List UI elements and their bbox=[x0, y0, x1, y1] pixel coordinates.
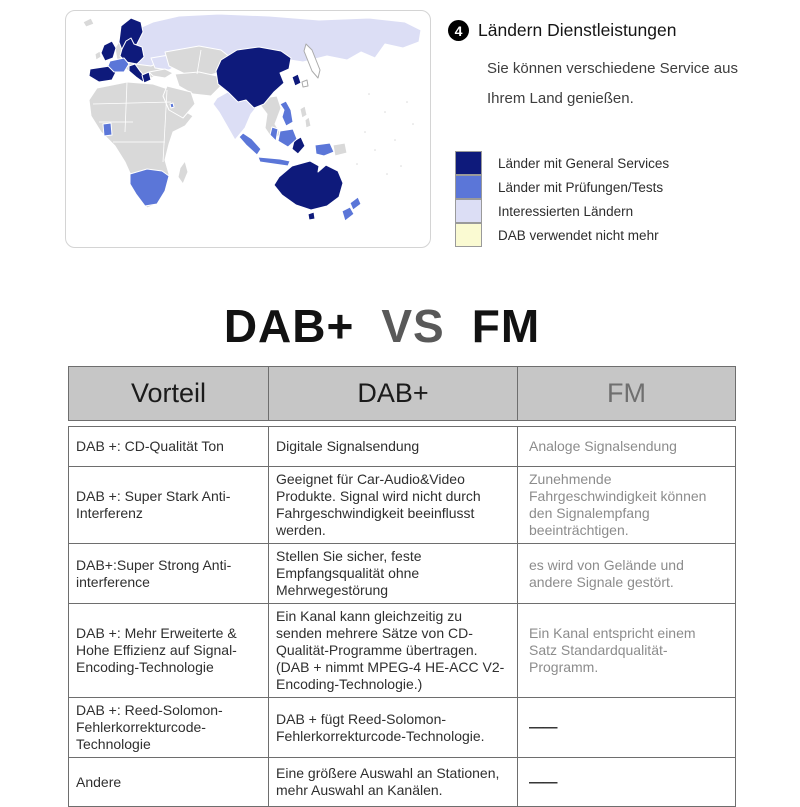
map-shape bbox=[239, 133, 261, 155]
map-shape bbox=[350, 197, 361, 210]
map-shape bbox=[103, 123, 112, 136]
table-cell: Digitale Signalsendung bbox=[269, 427, 518, 467]
comparison-table-header bbox=[68, 366, 736, 421]
map-legend bbox=[455, 151, 669, 247]
legend-label: Länder mit General Services bbox=[498, 155, 670, 171]
map-shape bbox=[308, 212, 315, 220]
table-row bbox=[69, 427, 736, 467]
coverage-heading bbox=[448, 20, 788, 41]
map-shape bbox=[412, 123, 415, 126]
world-map-panel bbox=[65, 10, 431, 248]
table-cell: DAB + fügt Reed-Solomon-Fehlerkorrekturcode-Technologie. bbox=[269, 698, 518, 758]
coverage-description-line: Sie können verschiedene Service aus bbox=[487, 60, 738, 77]
legend-swatch bbox=[455, 175, 482, 199]
coverage-info bbox=[448, 20, 788, 114]
map-shape bbox=[274, 161, 343, 210]
map-shape bbox=[83, 18, 94, 27]
table-row bbox=[69, 604, 736, 698]
table-cell: —— bbox=[518, 698, 736, 758]
comparison-table bbox=[68, 366, 735, 807]
header-fm: FM bbox=[518, 367, 736, 421]
coverage-description bbox=[487, 54, 788, 114]
map-shape bbox=[302, 80, 308, 87]
map-shape bbox=[368, 93, 371, 96]
page-title bbox=[0, 298, 782, 354]
table-cell: es wird von Gelände und andere Signale gestört. bbox=[518, 544, 736, 604]
map-shape bbox=[178, 161, 188, 184]
coverage-section bbox=[0, 0, 800, 272]
table-cell: DAB +: Super Stark Anti-Interferenz bbox=[69, 467, 269, 544]
legend-swatch bbox=[455, 151, 482, 175]
step-number-badge: 4 bbox=[448, 20, 469, 41]
table-cell: DAB +: Reed-Solomon-Fehlerkorrekturcode-Technologie bbox=[69, 698, 269, 758]
table-cell: Eine größere Auswahl an Stationen, mehr Auswahl an Kanälen. bbox=[269, 758, 518, 807]
legend-label: Interessierten Ländern bbox=[498, 203, 634, 219]
legend-label: Länder mit Prüfungen/Tests bbox=[498, 179, 664, 195]
title-dab: DAB+ bbox=[223, 300, 355, 352]
map-shape bbox=[101, 41, 116, 61]
legend-row bbox=[455, 199, 669, 223]
map-shape bbox=[170, 103, 174, 108]
table-cell: Analoge Signalsendung bbox=[518, 427, 736, 467]
table-cell: Zunehmende Fahrgeschwindigkeit können den Signalempfang beeinträchtigen. bbox=[518, 467, 736, 544]
map-shape bbox=[95, 51, 101, 60]
coverage-description-line: Ihrem Land genießen. bbox=[487, 90, 634, 107]
table-row bbox=[69, 698, 736, 758]
map-shape bbox=[394, 139, 397, 142]
map-shape bbox=[386, 173, 389, 176]
map-shape bbox=[406, 101, 409, 104]
table-row bbox=[69, 467, 736, 544]
table-row bbox=[69, 758, 736, 807]
table-cell: Stellen Sie sicher, feste Empfangsqualität ohne Mehrwegestörung bbox=[269, 544, 518, 604]
comparison-table-rows bbox=[69, 427, 736, 807]
legend-label: DAB verwendet nicht mehr bbox=[498, 227, 659, 243]
legend-row bbox=[455, 151, 669, 175]
coverage-title: Ländern Dienstleistungen bbox=[478, 20, 677, 40]
map-shape bbox=[364, 131, 367, 134]
map-shape bbox=[300, 106, 307, 118]
table-cell: Ein Kanal entspricht einem Satz Standardqualität-Programm. bbox=[518, 604, 736, 698]
legend-swatch bbox=[455, 223, 482, 247]
world-map bbox=[69, 14, 427, 244]
header-vorteil: Vorteil bbox=[69, 367, 269, 421]
comparison-table-body bbox=[68, 426, 736, 807]
table-cell: Andere bbox=[69, 758, 269, 807]
map-shape bbox=[333, 143, 347, 156]
table-cell: DAB+:Super Strong Anti-interference bbox=[69, 544, 269, 604]
map-shape bbox=[356, 163, 359, 166]
map-shape bbox=[384, 111, 387, 114]
map-shape bbox=[280, 101, 293, 126]
map-shape bbox=[374, 149, 377, 152]
map-shape bbox=[258, 157, 290, 166]
table-cell: DAB +: Mehr Erweiterte & Hohe Effizienz auf Signal-Encoding-Technologie bbox=[69, 604, 269, 698]
map-shape bbox=[315, 143, 334, 156]
table-cell: Ein Kanal kann gleichzeitig zu senden mehrere Sätze von CD-Qualität-Programme übertragen. (DAB + nimmt MPEG-4 HE-ACC V2-Encoding-Technologie.) bbox=[269, 604, 518, 698]
table-cell: Geeignet für Car-Audio&Video Produkte. Signal wird nicht durch Fahrgeschwindigkeit beeinflusst werden. bbox=[269, 467, 518, 544]
map-shape bbox=[292, 74, 301, 86]
legend-swatch bbox=[455, 199, 482, 223]
title-fm: FM bbox=[471, 300, 541, 352]
title-vs: VS bbox=[381, 300, 445, 352]
legend-row bbox=[455, 223, 669, 247]
table-row bbox=[69, 544, 736, 604]
map-shape bbox=[305, 117, 311, 128]
table-cell: DAB +: CD-Qualität Ton bbox=[69, 427, 269, 467]
map-shape bbox=[270, 127, 278, 141]
map-shape bbox=[400, 165, 403, 168]
header-dab: DAB+ bbox=[269, 367, 518, 421]
map-shape bbox=[130, 169, 169, 206]
legend-row bbox=[455, 175, 669, 199]
table-cell: —— bbox=[518, 758, 736, 807]
